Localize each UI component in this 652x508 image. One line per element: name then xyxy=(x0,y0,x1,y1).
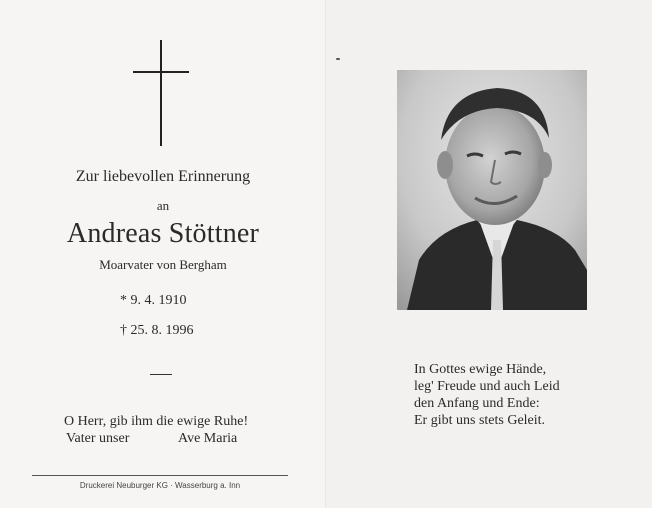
verse-line: leg' Freude und auch Leid xyxy=(414,379,560,394)
portrait-image xyxy=(397,70,587,310)
verse-line: In Gottes ewige Hände, xyxy=(414,362,547,377)
birth-date: * 9. 4. 1910 xyxy=(120,293,187,308)
vater-unser-text: Vater unser xyxy=(66,431,130,446)
ave-maria-text: Ave Maria xyxy=(178,431,238,446)
prayer-text: O Herr, gib ihm die ewige Ruhe! xyxy=(64,414,249,429)
death-date: † 25. 8. 1996 xyxy=(120,323,194,338)
cross-icon xyxy=(133,40,189,146)
verse-line: Er gibt uns stets Geleit. xyxy=(414,413,546,428)
footer-rule xyxy=(32,475,288,476)
printer-credit: Druckerei Neuburger KG · Wasserburg a. Inn xyxy=(79,481,241,490)
portrait-photo xyxy=(397,70,587,310)
verse-block xyxy=(414,361,560,429)
intro-text: Zur liebevollen Erinnerung xyxy=(75,168,251,185)
divider-dash xyxy=(150,374,172,375)
deceased-name: Andreas Stöttner xyxy=(66,218,260,249)
deceased-role: Moarvater von Bergham xyxy=(99,257,227,272)
verse-line: den Anfang und Ende: xyxy=(414,396,540,411)
paper-speck xyxy=(336,58,340,60)
an-text: an xyxy=(156,198,170,213)
